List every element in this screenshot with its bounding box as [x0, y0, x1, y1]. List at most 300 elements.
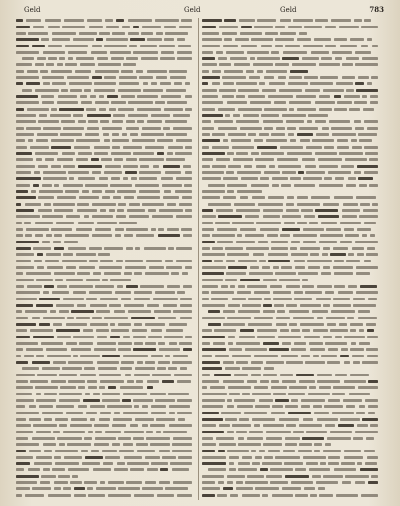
word-mark — [165, 260, 173, 263]
word-mark — [121, 70, 133, 73]
word-mark — [130, 38, 145, 41]
word-mark — [115, 228, 124, 231]
word-mark — [316, 133, 330, 136]
word-mark — [48, 494, 71, 497]
word-mark — [286, 209, 299, 212]
word-mark — [54, 481, 68, 484]
word-mark — [68, 57, 74, 60]
word-mark — [358, 386, 378, 389]
word-mark — [202, 443, 216, 446]
word-mark — [133, 26, 140, 29]
word-mark — [76, 253, 96, 256]
word-mark — [104, 76, 116, 79]
word-mark — [53, 323, 62, 326]
text-line — [16, 290, 192, 295]
word-mark — [362, 418, 378, 421]
word-mark — [241, 177, 258, 180]
word-mark — [304, 26, 322, 29]
word-mark — [22, 57, 34, 60]
word-mark — [38, 209, 52, 212]
word-mark — [159, 348, 180, 351]
word-mark — [117, 285, 123, 288]
word-mark — [109, 108, 116, 111]
word-mark — [153, 165, 160, 168]
word-mark — [16, 70, 24, 73]
word-mark — [364, 450, 375, 453]
word-mark — [257, 336, 275, 339]
word-mark — [119, 82, 139, 85]
word-mark — [311, 51, 330, 54]
word-mark — [125, 374, 131, 377]
word-mark — [322, 253, 328, 256]
word-mark — [123, 146, 142, 149]
word-mark — [270, 285, 283, 288]
word-mark — [335, 57, 342, 60]
word-mark — [357, 165, 378, 168]
word-mark — [163, 127, 170, 130]
word-mark — [314, 38, 330, 41]
word-mark — [254, 26, 273, 29]
word-mark — [333, 304, 351, 307]
word-mark — [202, 393, 227, 396]
word-mark — [63, 431, 84, 434]
word-mark — [346, 57, 360, 60]
word-mark — [337, 139, 349, 142]
word-mark — [129, 203, 140, 206]
text-line — [16, 347, 192, 352]
word-mark — [202, 108, 215, 111]
text-line — [202, 404, 378, 409]
word-mark — [74, 146, 91, 149]
word-mark — [142, 405, 148, 408]
word-mark — [140, 285, 164, 288]
word-mark — [92, 45, 102, 48]
word-mark — [202, 456, 226, 459]
word-mark — [43, 468, 49, 471]
word-mark — [223, 45, 238, 48]
word-mark — [104, 45, 127, 48]
word-mark — [134, 494, 154, 497]
word-mark — [41, 342, 63, 345]
word-mark — [283, 51, 307, 54]
word-mark — [61, 89, 68, 92]
word-mark — [339, 26, 360, 29]
word-mark — [147, 468, 157, 471]
word-mark — [106, 26, 119, 29]
word-mark — [180, 367, 187, 370]
word-mark — [124, 196, 134, 199]
word-mark — [65, 63, 77, 66]
word-mark — [286, 120, 304, 123]
word-mark — [238, 468, 257, 471]
word-mark — [82, 462, 100, 465]
word-mark — [271, 241, 288, 244]
word-mark — [291, 253, 308, 256]
text-line — [16, 239, 192, 244]
word-mark — [226, 171, 234, 174]
text-line — [202, 429, 378, 434]
word-mark — [33, 26, 45, 29]
word-mark — [126, 127, 139, 130]
word-mark — [253, 253, 265, 256]
word-mark — [329, 120, 351, 123]
text-line — [16, 442, 192, 447]
word-mark — [107, 95, 118, 98]
word-mark — [221, 412, 241, 415]
word-mark — [16, 253, 34, 256]
word-mark — [89, 260, 97, 263]
word-mark — [107, 405, 131, 408]
word-mark — [202, 114, 223, 117]
word-mark — [36, 456, 52, 459]
word-mark — [46, 348, 68, 351]
text-line — [202, 410, 378, 415]
word-mark — [59, 393, 82, 396]
word-mark — [349, 108, 359, 111]
word-mark — [157, 494, 174, 497]
word-mark — [214, 374, 232, 377]
word-mark — [62, 152, 75, 155]
word-mark — [16, 133, 34, 136]
word-mark — [68, 468, 89, 471]
word-mark — [334, 272, 353, 275]
word-mark — [202, 462, 226, 465]
word-mark — [94, 146, 110, 149]
word-mark — [333, 298, 350, 301]
text-line — [202, 372, 378, 377]
word-mark — [154, 310, 171, 313]
word-mark — [53, 431, 60, 434]
word-mark — [50, 114, 71, 117]
word-mark — [236, 487, 253, 490]
word-mark — [32, 487, 52, 490]
word-mark — [16, 120, 36, 123]
word-mark — [47, 355, 71, 358]
text-line — [16, 379, 192, 384]
word-mark — [102, 399, 119, 402]
word-mark — [97, 57, 108, 60]
word-mark — [291, 329, 300, 332]
word-mark — [264, 76, 275, 79]
word-mark — [237, 171, 261, 174]
word-mark — [108, 481, 125, 484]
word-mark — [271, 412, 285, 415]
word-mark — [271, 51, 279, 54]
word-mark — [88, 386, 96, 389]
text-line — [202, 493, 378, 498]
word-mark — [43, 127, 61, 130]
word-mark — [88, 431, 93, 434]
word-mark — [318, 158, 342, 161]
word-mark — [57, 437, 82, 440]
text-line — [16, 132, 192, 137]
word-mark — [148, 336, 162, 339]
word-mark — [177, 399, 192, 402]
word-mark — [202, 76, 220, 79]
word-mark — [40, 481, 50, 484]
word-mark — [317, 418, 338, 421]
word-mark — [36, 399, 55, 402]
word-mark — [202, 165, 210, 168]
word-mark — [118, 348, 131, 351]
word-mark — [282, 342, 291, 345]
word-mark — [95, 228, 112, 231]
word-mark — [102, 279, 107, 282]
word-mark — [202, 304, 225, 307]
word-mark — [147, 120, 162, 123]
word-mark — [293, 431, 303, 434]
word-mark — [321, 355, 337, 358]
word-mark — [364, 171, 378, 174]
word-mark — [202, 450, 215, 453]
word-mark — [345, 234, 359, 237]
text-line — [202, 315, 378, 320]
word-mark — [232, 146, 254, 149]
text-line — [202, 145, 378, 150]
word-mark — [42, 184, 52, 187]
word-mark — [257, 70, 264, 73]
word-mark — [222, 76, 246, 79]
word-mark — [123, 443, 134, 446]
word-mark — [328, 348, 338, 351]
text-line — [202, 195, 378, 200]
word-mark — [96, 487, 116, 490]
word-mark — [358, 133, 376, 136]
word-mark — [242, 367, 261, 370]
text-line — [202, 233, 378, 238]
word-mark — [336, 494, 357, 497]
word-mark — [227, 405, 234, 408]
word-mark — [102, 393, 119, 396]
word-mark — [237, 190, 262, 193]
word-mark — [252, 393, 271, 396]
word-mark — [46, 234, 52, 237]
word-mark — [358, 177, 373, 180]
word-mark — [26, 82, 40, 85]
word-mark — [224, 19, 236, 22]
word-mark — [202, 247, 210, 250]
word-mark — [144, 247, 166, 250]
word-mark — [156, 418, 174, 421]
word-mark — [274, 101, 286, 104]
word-mark — [118, 342, 132, 345]
word-mark — [364, 260, 371, 263]
word-mark — [81, 101, 93, 104]
word-mark — [319, 95, 331, 98]
text-line — [16, 176, 192, 181]
word-mark — [16, 152, 32, 155]
word-mark — [368, 481, 378, 484]
word-mark — [16, 228, 23, 231]
word-mark — [327, 361, 340, 364]
word-mark — [47, 266, 64, 269]
word-mark — [228, 342, 233, 345]
word-mark — [268, 450, 280, 453]
word-mark — [126, 228, 148, 231]
word-mark — [350, 323, 363, 326]
word-mark — [99, 418, 110, 421]
text-line — [202, 221, 378, 226]
word-mark — [340, 418, 360, 421]
word-mark — [350, 374, 370, 377]
word-mark — [246, 247, 269, 250]
word-mark — [111, 152, 131, 155]
word-mark — [164, 108, 182, 111]
text-line — [202, 157, 378, 162]
word-mark — [83, 329, 94, 332]
word-mark — [320, 234, 343, 237]
word-mark — [202, 361, 220, 364]
word-mark — [65, 45, 89, 48]
word-mark — [16, 241, 39, 244]
word-mark — [166, 133, 186, 136]
word-mark — [285, 437, 301, 440]
word-mark — [60, 386, 75, 389]
word-mark — [42, 76, 64, 79]
text-line — [16, 277, 192, 282]
word-mark — [269, 165, 275, 168]
word-mark — [306, 431, 326, 434]
word-mark — [112, 120, 124, 123]
text-line — [16, 43, 192, 48]
word-mark — [362, 95, 367, 98]
word-mark — [296, 374, 314, 377]
word-mark — [272, 405, 283, 408]
word-mark — [111, 329, 129, 332]
word-mark — [202, 158, 213, 161]
word-mark — [139, 177, 157, 180]
word-mark — [174, 82, 182, 85]
word-mark — [165, 355, 170, 358]
word-mark — [302, 329, 310, 332]
word-mark — [346, 405, 355, 408]
word-mark — [288, 26, 302, 29]
word-mark — [366, 348, 378, 351]
word-mark — [319, 241, 337, 244]
word-mark — [160, 57, 175, 60]
text-line — [16, 366, 192, 371]
word-mark — [142, 26, 161, 29]
word-mark — [263, 209, 283, 212]
word-mark — [94, 443, 109, 446]
word-mark — [368, 298, 377, 301]
word-mark — [91, 450, 99, 453]
word-mark — [302, 437, 324, 440]
word-mark — [356, 272, 370, 275]
word-mark — [65, 234, 89, 237]
word-mark — [84, 215, 89, 218]
word-mark — [356, 412, 365, 415]
word-mark — [67, 443, 91, 446]
word-mark — [180, 298, 192, 301]
word-mark — [16, 431, 33, 434]
word-mark — [145, 323, 166, 326]
word-mark — [59, 57, 64, 60]
word-mark — [63, 298, 84, 301]
word-mark — [98, 367, 117, 370]
word-mark — [115, 291, 130, 294]
word-mark — [35, 63, 44, 66]
word-mark — [130, 133, 137, 136]
word-mark — [110, 323, 115, 326]
word-mark — [223, 323, 244, 326]
text-line — [202, 391, 378, 396]
word-mark — [236, 481, 244, 484]
word-mark — [256, 222, 280, 225]
word-mark — [113, 196, 121, 199]
word-mark — [42, 412, 63, 415]
word-mark — [202, 51, 213, 54]
word-mark — [288, 412, 310, 415]
text-line — [202, 69, 378, 74]
word-mark — [43, 177, 67, 180]
word-mark — [166, 329, 183, 332]
word-mark — [290, 139, 296, 142]
word-mark — [216, 51, 222, 54]
word-mark — [105, 431, 121, 434]
word-mark — [312, 310, 328, 313]
word-mark — [278, 336, 300, 339]
text-line — [16, 455, 192, 460]
word-mark — [202, 95, 218, 98]
text-line — [202, 303, 378, 308]
word-mark — [280, 32, 296, 35]
text-line — [16, 195, 192, 200]
word-mark — [36, 304, 53, 307]
word-mark — [173, 310, 192, 313]
word-mark — [228, 165, 240, 168]
word-mark — [276, 317, 290, 320]
word-mark — [16, 196, 36, 199]
word-mark — [247, 380, 256, 383]
word-mark — [293, 234, 318, 237]
word-mark — [38, 120, 59, 123]
text-line — [202, 189, 378, 194]
word-mark — [353, 437, 363, 440]
word-mark — [325, 342, 347, 345]
text-line — [16, 391, 192, 396]
word-mark — [124, 304, 145, 307]
word-mark — [238, 285, 245, 288]
word-mark — [344, 456, 363, 459]
word-mark — [286, 203, 295, 206]
word-mark — [263, 215, 280, 218]
word-mark — [127, 462, 148, 465]
word-mark — [16, 215, 40, 218]
word-mark — [202, 386, 207, 389]
word-mark — [92, 215, 113, 218]
word-mark — [41, 475, 56, 478]
word-mark — [16, 285, 24, 288]
word-mark — [54, 247, 64, 250]
word-mark — [352, 146, 362, 149]
word-mark — [115, 234, 121, 237]
word-mark — [131, 177, 136, 180]
word-mark — [264, 367, 274, 370]
word-mark — [233, 114, 240, 117]
word-mark — [145, 481, 156, 484]
word-mark — [242, 456, 252, 459]
word-mark — [202, 329, 212, 332]
text-line — [202, 334, 378, 339]
word-mark — [346, 89, 354, 92]
word-mark — [126, 57, 138, 60]
word-mark — [263, 342, 279, 345]
word-mark — [338, 291, 353, 294]
word-mark — [239, 336, 255, 339]
word-mark — [326, 228, 341, 231]
word-mark — [202, 298, 209, 301]
